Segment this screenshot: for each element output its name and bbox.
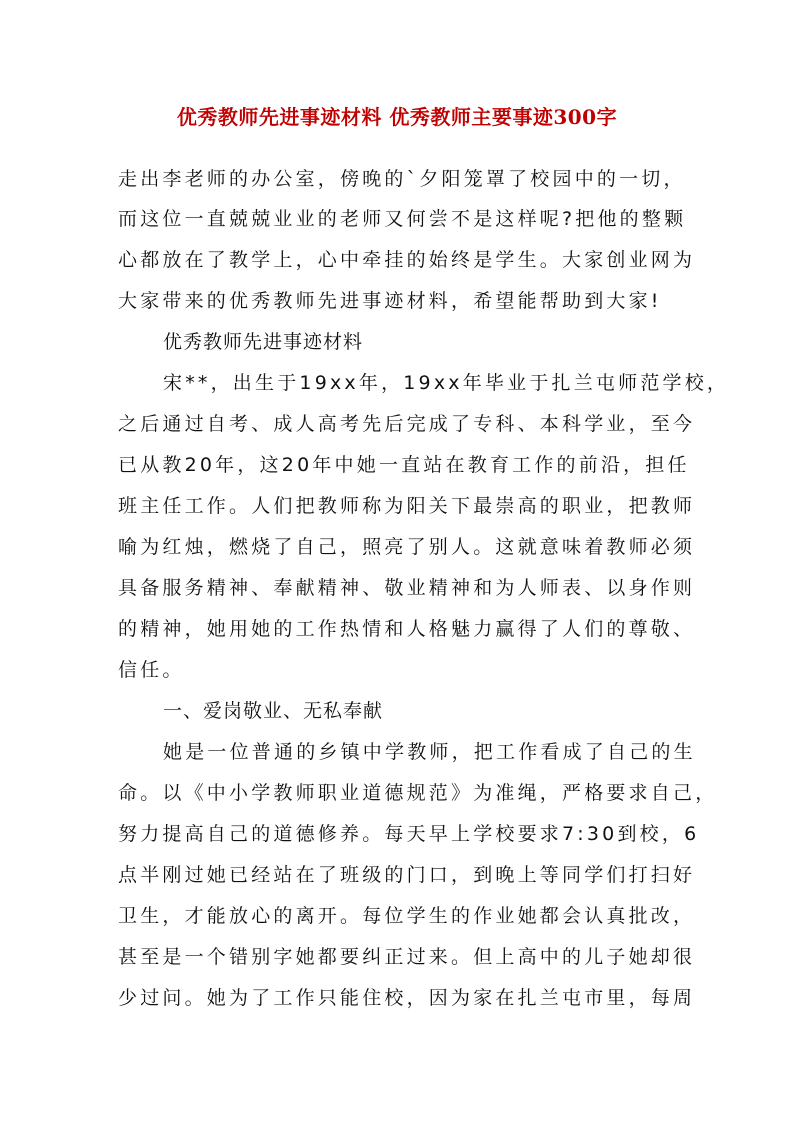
paragraph-line: 信任。 [118,659,185,681]
section-heading: 一、爱岗敬业、无私奉献 [163,700,384,722]
paragraph-line: 宋**，出生于19xx年，19xx年毕业于扎兰屯师范学校， [163,372,730,394]
paragraph-line: 她是一位普通的乡镇中学教师，把工作看成了自己的生 [163,741,696,763]
paragraph-line: 喻为红烛，燃烧了自己，照亮了别人。这就意味着教师必须 [118,536,696,558]
paragraph-line: 的精神，她用她的工作热情和人格魅力赢得了人们的尊敬、 [118,618,696,640]
paragraph-line: 已从教20年，这20年中她一直站在教育工作的前沿，担任 [118,454,690,476]
document-title: 优秀教师先进事迹材料 优秀教师主要事迹300字 [176,105,618,129]
paragraph-line: 具备服务精神、奉献精神、敬业精神和为人师表、以身作则 [118,577,696,599]
section-heading: 优秀教师先进事迹材料 [163,331,364,353]
paragraph-line: 点半刚过她已经站在了班级的门口，到晚上等同学们打扫好 [118,864,696,886]
paragraph-line: 心都放在了教学上，心中牵挂的始终是学生。大家创业网为 [118,249,696,271]
paragraph-line: 卫生，才能放心的离开。每位学生的作业她都会认真批改， [118,905,696,927]
paragraph-line: 甚至是一个错别字她都要纠正过来。但上高中的儿子她却很 [118,946,696,968]
paragraph-line: 之后通过自考、成人高考先后完成了专科、本科学业，至今 [118,413,696,435]
paragraph-line: 班主任工作。人们把教师称为阳关下最崇高的职业，把教师 [118,495,696,517]
paragraph-line: 大家带来的优秀教师先进事迹材料，希望能帮助到大家! [118,290,662,312]
paragraph-line: 少过问。她为了工作只能住校，因为家在扎兰屯市里，每周 [118,987,696,1009]
paragraph-line: 而这位一直兢兢业业的老师又何尝不是这样呢?把他的整颗 [118,208,687,230]
paragraph-line: 努力提高自己的道德修养。每天早上学校要求7:30到校，6 [118,823,700,845]
paragraph-line: 走出李老师的办公室，傍晚的`夕阳笼罩了校园中的一切， [118,168,686,190]
paragraph-line: 命。以《中小学教师职业道德规范》为准绳，严格要求自己， [118,782,718,804]
